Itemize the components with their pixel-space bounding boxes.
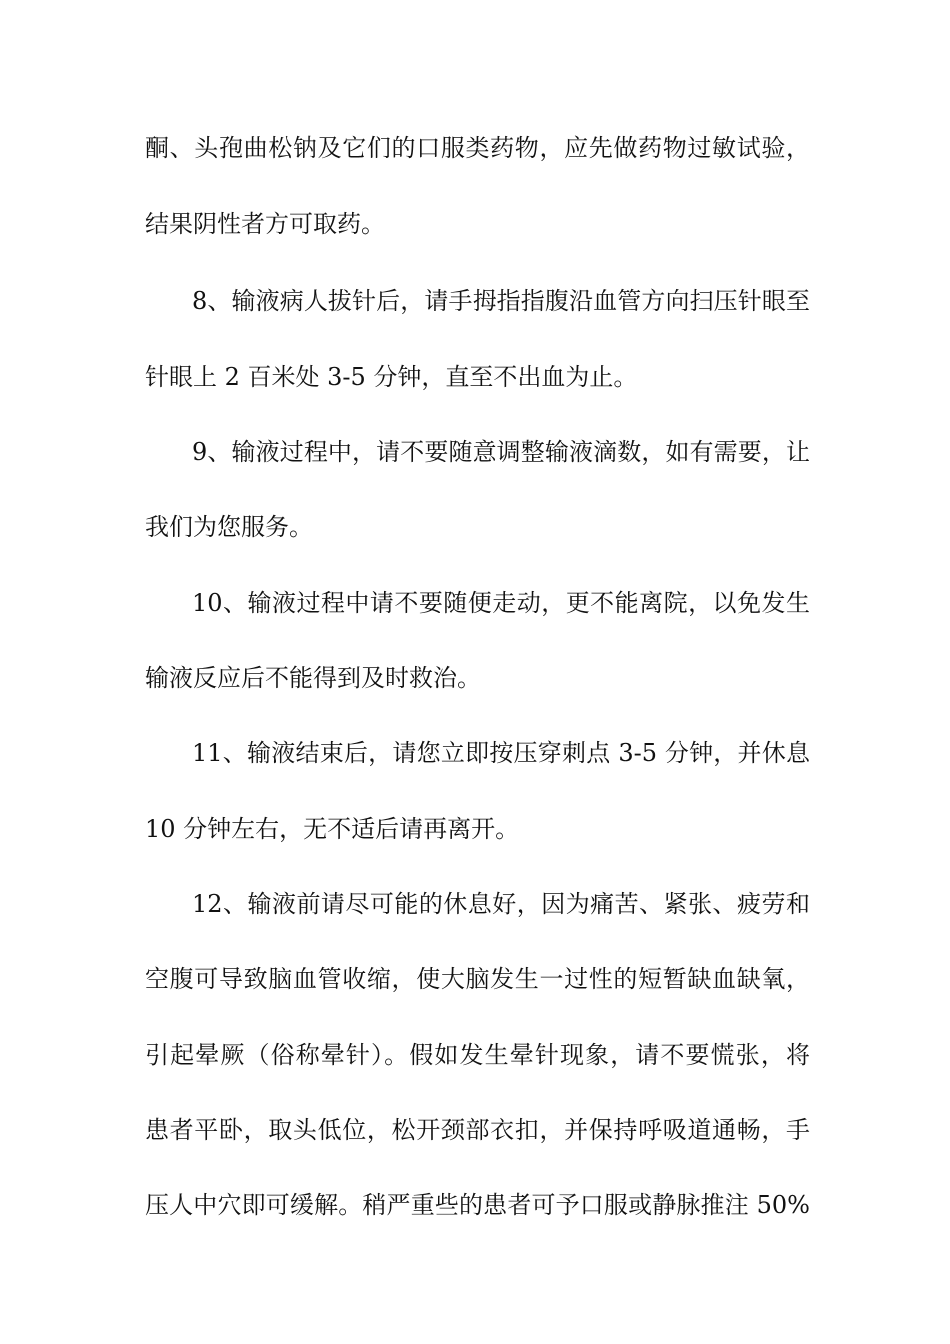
- paragraph-line: 11、输液结束后，请您立即按压穿刺点 3-5 分钟，并休息: [192, 739, 810, 767]
- paragraph-line: 输液反应后不能得到及时救治。: [145, 664, 481, 692]
- paragraph-line: 针眼上 2 百米处 3-5 分钟，直至不出血为止。: [145, 363, 638, 391]
- paragraph-line: 10 分钟左右，无不适后请再离开。: [145, 815, 520, 843]
- paragraph-line: 空腹可导致脑血管收缩，使大脑发生一过性的短暂缺血缺氧，: [145, 965, 810, 993]
- paragraph-line: 患者平卧，取头低位，松开颈部衣扣，并保持呼吸道通畅，手: [145, 1116, 810, 1144]
- paragraph-line: 8、输液病人拔针后，请手拇指指腹沿血管方向扫压针眼至: [192, 287, 810, 315]
- paragraph-line: 引起晕厥（俗称晕针）。假如发生晕针现象，请不要慌张，将: [145, 1041, 810, 1069]
- paragraph-line: 结果阴性者方可取药。: [145, 210, 385, 238]
- paragraph-line: 我们为您服务。: [145, 513, 313, 541]
- paragraph-line: 12、输液前请尽可能的休息好，因为痛苦、紧张、疲劳和: [192, 890, 810, 918]
- paragraph-line: 酮、头孢曲松钠及它们的口服类药物，应先做药物过敏试验，: [145, 134, 810, 162]
- paragraph-line: 10、输液过程中请不要随便走动，更不能离院，以免发生: [192, 589, 810, 617]
- paragraph-line: 压人中穴即可缓解。稍严重些的患者可予口服或静脉推注 50%: [145, 1191, 810, 1219]
- paragraph-line: 9、输液过程中，请不要随意调整输液滴数，如有需要，让: [192, 438, 810, 466]
